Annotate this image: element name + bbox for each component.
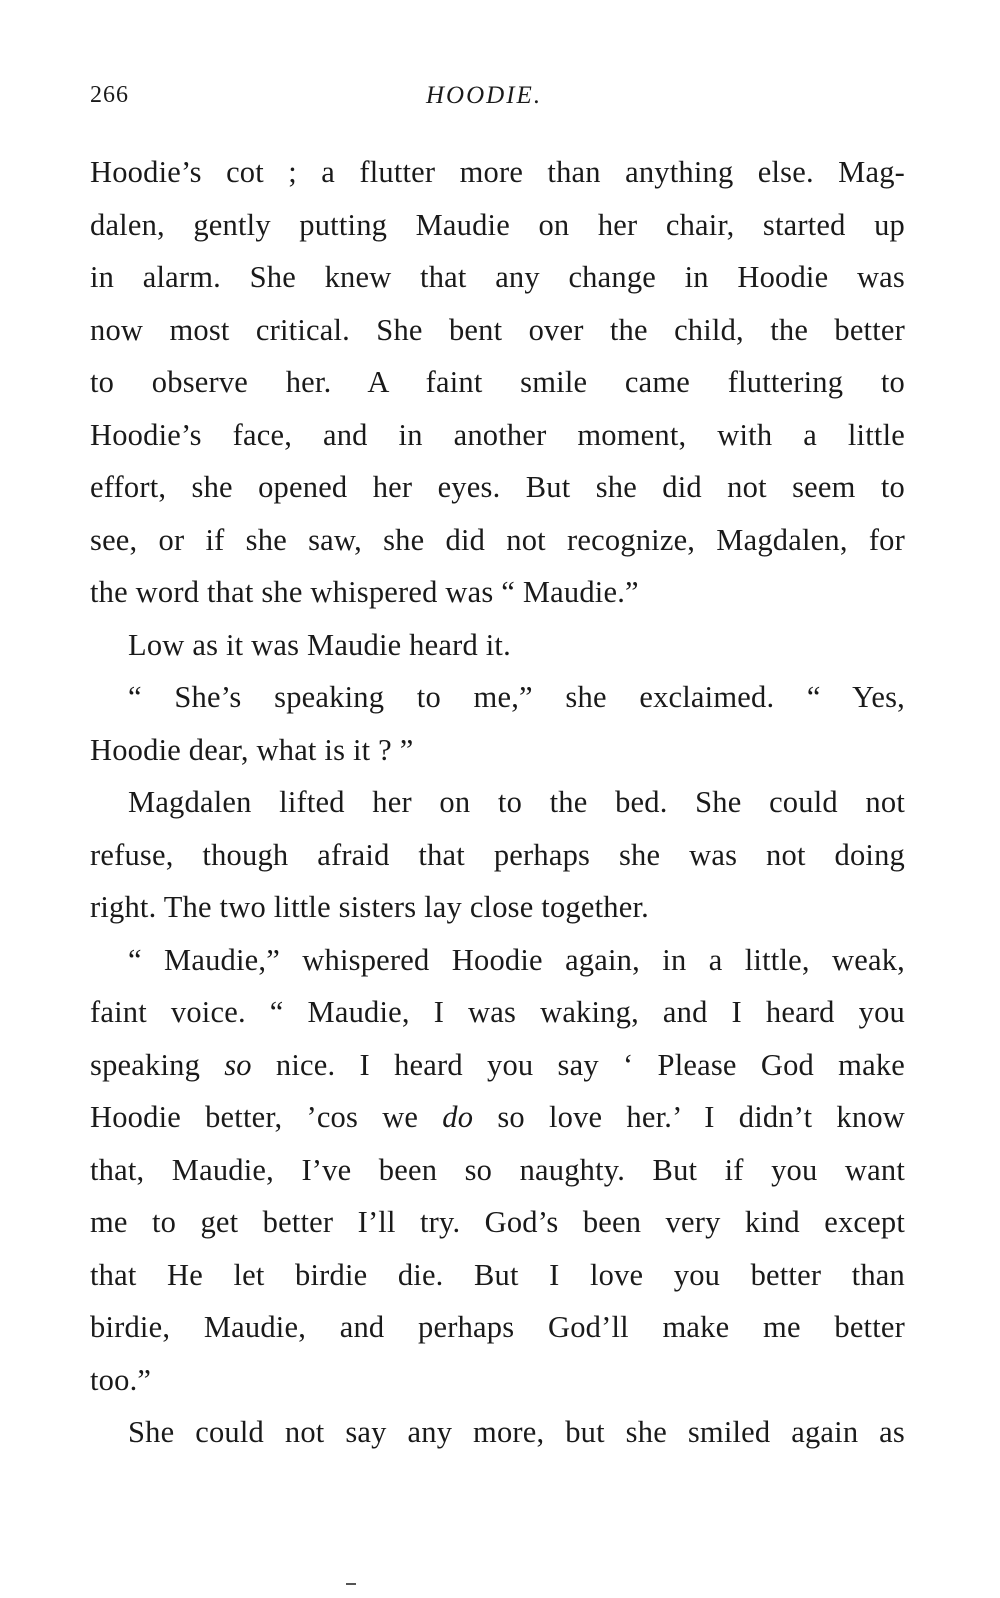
text-line: Hoodie dear, what is it ? ” — [90, 732, 414, 767]
text-segment: speaking — [90, 1047, 225, 1082]
text-line: the word that she whispered was “ Maudie.” — [90, 575, 639, 609]
text-segment: Hoodie better, ’cos we — [90, 1100, 443, 1134]
body-text — [90, 146, 905, 1459]
text-line: now most critical. She bent over the child, the better — [90, 312, 905, 347]
text-segment: so love her.’ I didn’t know — [473, 1100, 905, 1134]
text-line: dalen, gently putting Maudie on her chair, started up — [90, 207, 905, 242]
text-line: that, Maudie, I’ve been so naughty. But if you want — [90, 1152, 905, 1187]
running-title: HOODIE. — [426, 82, 543, 109]
text-line: Hoodie’s face, and in another moment, with a little — [90, 417, 905, 452]
paragraph-start-line: She could not say any more, but she smiled again as — [128, 1415, 905, 1449]
page-header — [90, 82, 905, 122]
print-mark — [346, 1583, 356, 1585]
text-line: right. The two little sisters lay close together. — [90, 890, 649, 924]
text-line: effort, she opened her eyes. But she did not seem to — [90, 470, 905, 504]
text-line: me to get better I’ll try. God’s been very kind except — [90, 1205, 905, 1239]
text-line: that He let birdie die. But I love you better than — [90, 1257, 905, 1292]
text-line: to observe her. A faint smile came fluttering to — [90, 365, 905, 399]
text-line: birdie, Maudie, and perhaps God’ll make me better — [90, 1310, 905, 1344]
paragraph-start-line: “ She’s speaking to me,” she exclaimed. “ Yes, — [128, 680, 905, 714]
page-number: 266 — [90, 82, 129, 108]
italic-word: do — [442, 1100, 474, 1134]
text-line: faint voice. “ Maudie, I was waking, and I heard you — [90, 995, 905, 1029]
text-line: see, or if she saw, she did not recognize, Magdalen, for — [90, 522, 905, 557]
paragraph-start-line: “ Maudie,” whispered Hoodie again, in a little, weak, — [128, 942, 905, 977]
italic-word: so — [224, 1047, 252, 1082]
paragraph-start-line: Low as it was Maudie heard it. — [128, 627, 511, 662]
paragraph-start-line: Magdalen lifted her on to the bed. She could not — [128, 785, 905, 819]
text-line: too.” — [90, 1362, 152, 1397]
text-line: refuse, though afraid that perhaps she was not doing — [90, 837, 905, 872]
text-line — [90, 1039, 905, 1092]
text-line: Hoodie’s cot ; a flutter more than anything else. Mag- — [90, 155, 905, 189]
text-segment: nice. I heard you say ‘ Please God make — [251, 1047, 906, 1082]
text-line — [90, 1091, 905, 1144]
text-line: in alarm. She knew that any change in Hoodie was — [90, 260, 905, 294]
